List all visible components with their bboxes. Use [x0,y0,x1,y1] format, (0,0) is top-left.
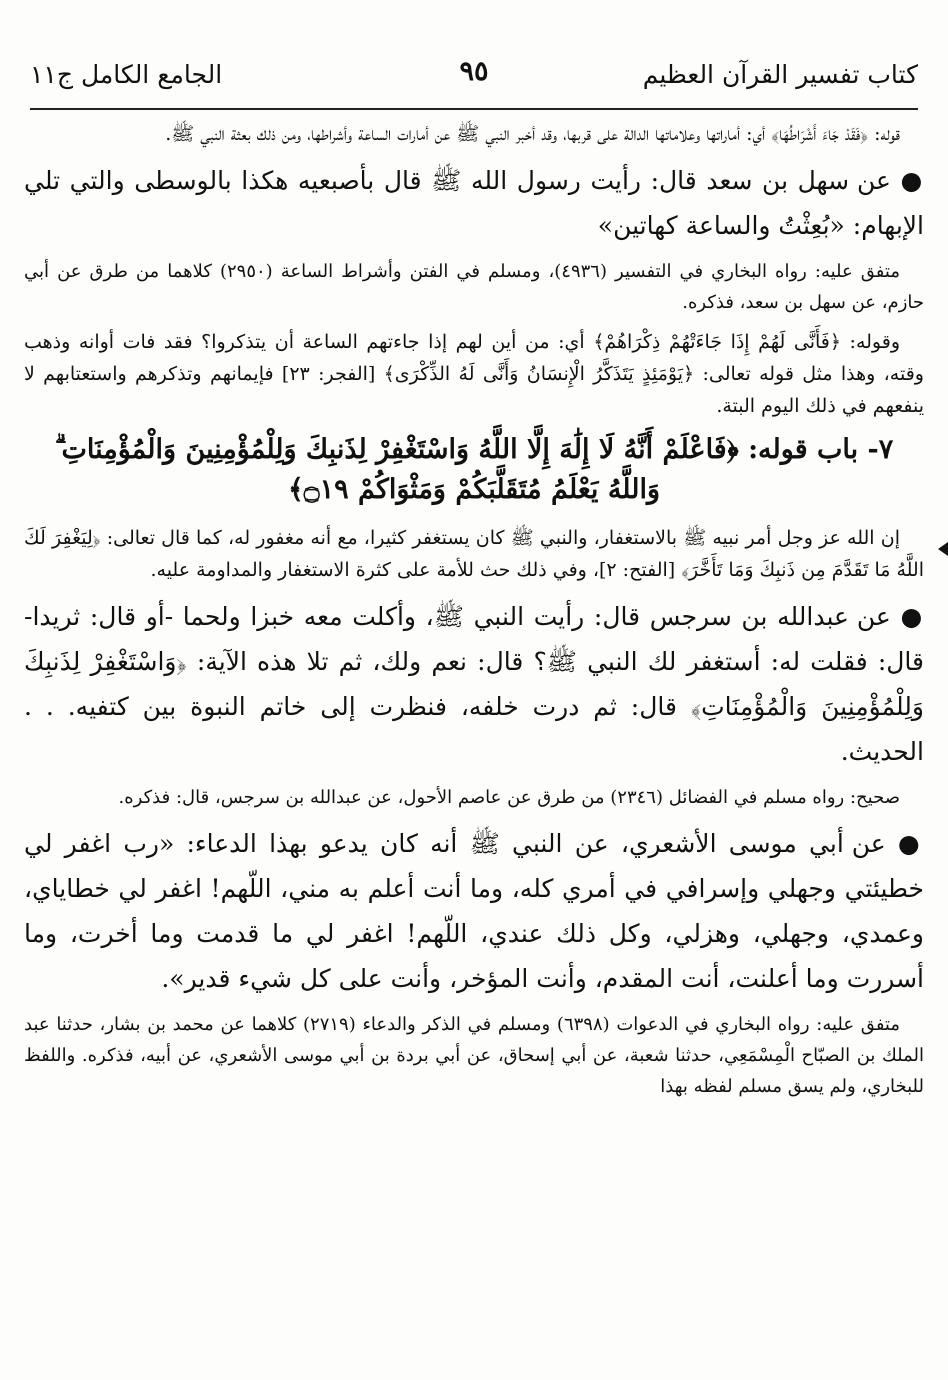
page-number: ٩٥ [459,56,489,87]
bullet-icon: ● [897,829,924,858]
book-title: كتاب تفسير القرآن العظيم [642,60,918,89]
commentary-paragraph: إن الله عز وجل أمر نبيه ﷺ بالاستغفار، والنبي ﷺ كان يستغفر كثيرا، مع أنه مغفور له، كما قال تعالى: ﴿لِيَغْفِرَ لَكَ اللَّهُ مَا تَقَدَّمَ مِن ذَنبِكَ وَمَا تَأَخَّرَ﴾ [الفتح: ٢]، وفي ذلك حث للأمة على كثرة الاستغفار والمداومة عليه. [24,527,924,581]
citation-paragraph: صحيح: رواه مسلم في الفضائل (٢٣٤٦) من طرق عن عاصم الأحول، عن عبدالله بن سرجس، قال: فذكره. [118,787,900,808]
header-rule [30,108,918,110]
bullet-icon: ● [900,602,924,631]
hadith-paragraph [24,821,924,1001]
citation-paragraph: متفق عليه: رواه البخاري في الدعوات (٦٣٩٨) ومسلم في الذكر والدعاء (٢٧١٩) كلاهما عن محمد بن بشار، حدثنا عبد الملك بن الصبّاح الْمِسْمَعِي، حدثنا شعبة، عن أبي إسحاق، عن أبي بردة بن أبي موسى الأشعري، عن أبيه، فذكره. واللفظ للبخاري، ولم يسق مسلم لفظه بهذا [24,1014,924,1097]
margin-marker-icon [938,542,948,556]
hadith-text: عن سهل بن سعد قال: رأيت رسول الله ﷺ قال بأصبعيه هكذا بالوسطى والتي تلي الإبهام: «بُعِثْتُ والساعة كهاتين» [24,166,924,240]
hadith-text: عن أبي موسى الأشعري، عن النبي ﷺ أنه كان يدعو بهذا الدعاء: «رب اغفر لي خطيئتي وجهلي وإسرافي في أمري كله، وما أنت أعلم به مني، اللّهم! اغفر لي خطاياي، وعمدي، وجهلي، وهزلي، وكل ذلك عندي، اللّهم! اغفر لي ما قدمت وما أخرت، وما أسررت وما أعلنت، أنت المقدم، وأنت المؤخر، وأنت على كل شيء قدير». [24,829,924,993]
volume-label: الجامع الكامل ج١١ [30,60,223,89]
hadith-paragraph [24,158,924,248]
citation-paragraph: متفق عليه: رواه البخاري في التفسير (٤٩٣٦)، ومسلم في الفتن وأشراط الساعة (٢٩٥٠) كلاهما من طرق عن أبي حازم، عن سهل بن سعد، فذكره. [24,261,924,313]
commentary-paragraph: قوله: ﴿فَقَدْ جَاءَ أَشْرَاطُهَا﴾ أي: أماراتها وعلاماتها الدالة على قربها، وقد أخبر النبي ﷺ عن أمارات الساعة وأشراطها، ومن ذلك بعثة النبي ﷺ. [165,123,900,145]
commentary-paragraph: وقوله: ﴿فَأَنَّى لَهُمْ إِذَا جَاءَتْهُمْ ذِكْرَاهُمْ﴾ أي: من أين لهم إذا جاءتهم الساعة أن يتذكروا؟ فقد فات أوانه وذهب وقته، وهذا مثل قوله تعالى: ﴿يَوْمَئِذٍ يَتَذَكَّرُ الْإِنسَانُ وَأَنَّى لَهُ الذِّكْرَى﴾ [الفجر: ٢٣] فإيمانهم وتذكرهم واستعتابهم لا ينفعهم في ذلك اليوم البتة. [24,331,924,417]
hadith-paragraph [24,594,924,774]
bullet-icon: ● [900,166,924,195]
page-body [24,118,924,1102]
hadith-text: عن عبدالله بن سرجس قال: رأيت النبي ﷺ، وأكلت معه خبزا ولحما -أو قال: ثريدا- قال: فقلت له: أستغفر لك النبي ﷺ؟ قال: نعم ولك، ثم تلا هذه الآية: ﴿وَاسْتَغْفِرْ لِذَنبِكَ وَلِلْمُؤْمِنِينَ وَالْمُؤْمِنَاتِ﴾ قال: ثم درت خلفه، فنظرت إلى خاتم النبوة بين كتفيه. . . الحديث. [24,602,924,766]
page-header [30,52,918,102]
chapter-heading: ٧- باب قوله: ﴿فَاعْلَمْ أَنَّهُ لَا إِلَٰهَ إِلَّا اللَّهُ وَاسْتَغْفِرْ لِذَنبِكَ وَلِلْمُؤْمِنِينَ وَالْمُؤْمِنَاتِ ۗ وَاللَّهُ يَعْلَمُ مُتَقَلَّبَكُمْ وَمَثْوَاكُمْ ۝١٩﴾ [54,434,894,505]
